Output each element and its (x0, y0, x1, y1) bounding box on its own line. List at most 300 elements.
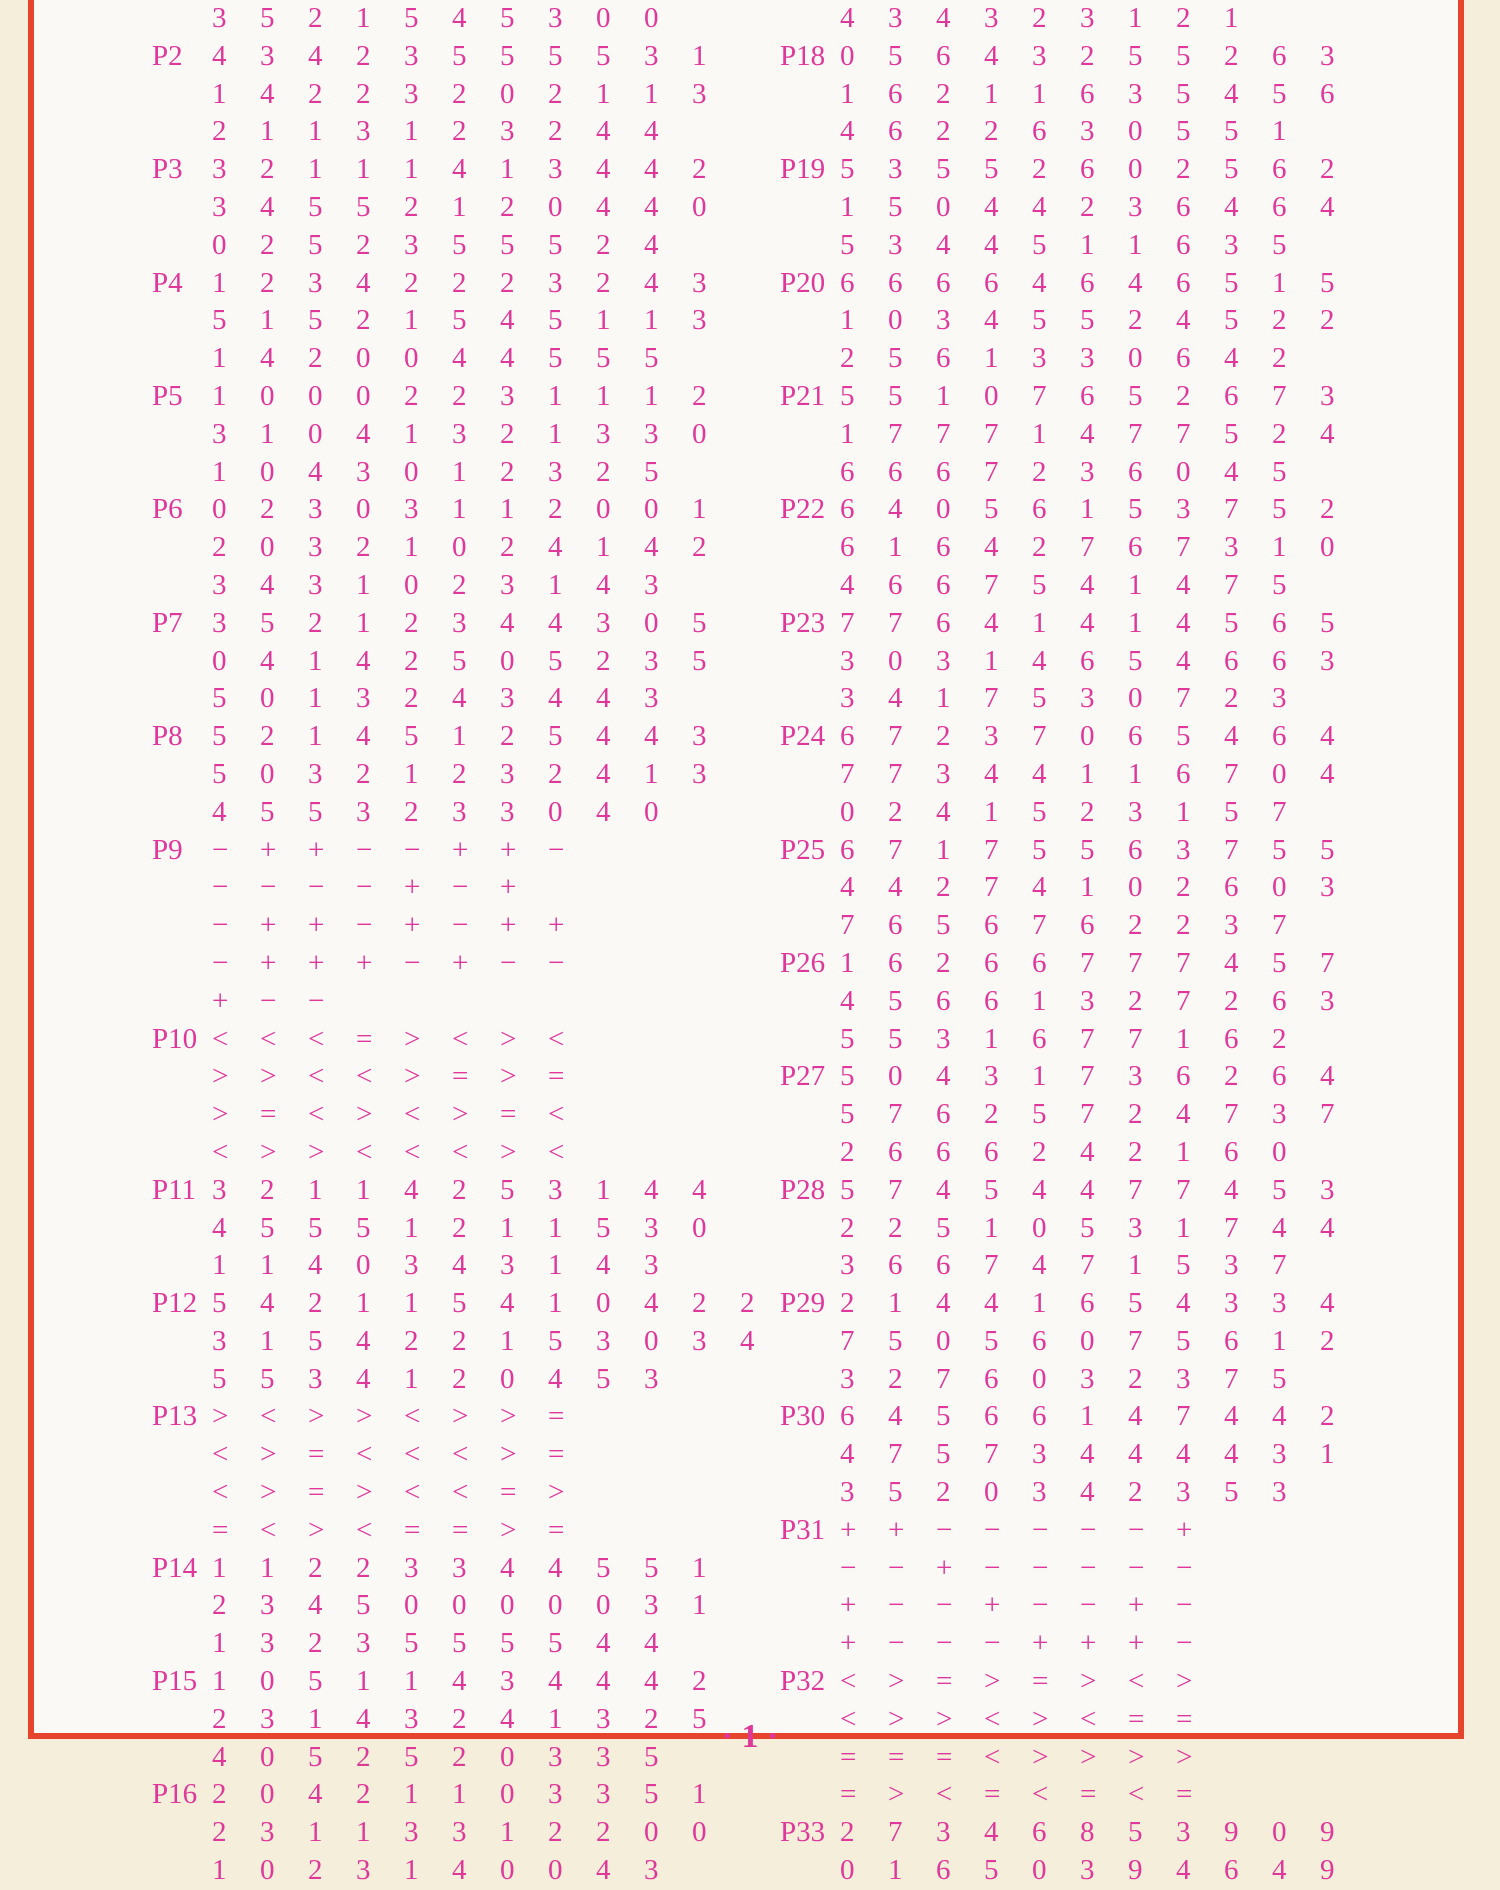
value-cell: 3 (888, 2, 903, 34)
value-cell: + (260, 946, 277, 979)
row-values (840, 1512, 1224, 1550)
value-cell: < (452, 1022, 469, 1055)
value-cell: 3 (1320, 1173, 1335, 1206)
value-cell: 1 (308, 115, 323, 148)
value-cell: 6 (1224, 1854, 1239, 1887)
value-cell: 5 (888, 1324, 903, 1357)
value-cell: = (548, 1400, 565, 1433)
value-cell: 0 (1272, 1816, 1287, 1849)
value-cell: 2 (404, 1324, 419, 1357)
value-cell: 3 (936, 1022, 951, 1055)
value-cell: 1 (984, 77, 999, 110)
value-cell: 3 (692, 1324, 707, 1357)
value-cell: 1 (212, 266, 227, 299)
value-cell: 7 (1320, 946, 1335, 979)
problem-label: P13 (152, 1400, 198, 1433)
value-cell: 6 (936, 984, 951, 1017)
value-cell: 5 (1176, 115, 1191, 148)
value-cell: > (260, 1135, 277, 1168)
value-cell: 3 (404, 77, 419, 110)
value-cell: 2 (548, 77, 563, 110)
value-cell: 7 (840, 757, 855, 790)
value-cell: − (212, 946, 229, 979)
value-cell: 4 (1176, 304, 1191, 337)
value-cell: 5 (1032, 682, 1047, 715)
value-cell: 4 (840, 871, 855, 904)
value-cell: = (452, 1513, 469, 1546)
value-cell: − (452, 871, 469, 904)
value-cell: 6 (888, 946, 903, 979)
value-cell: 4 (1224, 720, 1239, 753)
value-cell: = (500, 1476, 517, 1509)
value-cell: 7 (1224, 1211, 1239, 1244)
value-cell: 6 (1128, 720, 1143, 753)
value-cell: 1 (548, 1702, 563, 1735)
value-cell: 5 (356, 190, 371, 223)
value-cell: 5 (1128, 39, 1143, 72)
value-cell: 3 (1176, 1816, 1191, 1849)
value-cell: 3 (1272, 1476, 1287, 1509)
value-cell: < (260, 1400, 277, 1433)
problem-label: P28 (780, 1173, 826, 1206)
value-cell: 3 (404, 39, 419, 72)
row-values (840, 605, 1368, 643)
value-cell: + (452, 833, 469, 866)
value-cell: = (308, 1476, 325, 1509)
value-cell: 5 (1032, 228, 1047, 261)
value-cell: 5 (1176, 39, 1191, 72)
value-cell: 4 (936, 1287, 951, 1320)
value-cell: 4 (1080, 1476, 1095, 1509)
value-cell: − (260, 871, 277, 904)
value-cell: 5 (1320, 266, 1335, 299)
value-cell: 5 (548, 1324, 563, 1357)
value-cell: 5 (548, 644, 563, 677)
value-cell: 4 (356, 644, 371, 677)
value-cell: 5 (1176, 77, 1191, 110)
value-cell: 3 (1320, 984, 1335, 1017)
value-cell: 1 (692, 1589, 707, 1622)
value-cell: > (1176, 1740, 1193, 1773)
value-cell: 6 (840, 266, 855, 299)
value-cell: 2 (260, 1173, 275, 1206)
value-cell: 7 (1320, 1098, 1335, 1131)
value-cell: 0 (1032, 1211, 1047, 1244)
value-cell: 4 (260, 190, 275, 223)
value-cell: 5 (1128, 644, 1143, 677)
value-cell: 3 (1272, 682, 1287, 715)
row-values (840, 680, 1320, 718)
value-cell: 5 (548, 1627, 563, 1660)
value-cell: 0 (260, 1854, 275, 1887)
value-cell: < (1128, 1665, 1145, 1698)
value-cell: 5 (1272, 493, 1287, 526)
value-cell: 0 (260, 757, 275, 790)
value-cell: 5 (888, 1476, 903, 1509)
problem-label: P19 (780, 153, 826, 186)
value-cell: 3 (936, 304, 951, 337)
value-cell: 0 (888, 1060, 903, 1093)
value-cell: = (936, 1665, 953, 1698)
value-cell: + (1176, 1513, 1193, 1546)
value-cell: 6 (984, 984, 999, 1017)
value-cell: 6 (888, 909, 903, 942)
value-cell: + (260, 909, 277, 942)
value-cell: < (356, 1135, 373, 1168)
value-cell: 4 (452, 1665, 467, 1698)
value-cell: 6 (1032, 946, 1047, 979)
value-cell: 2 (548, 757, 563, 790)
value-cell: − (1080, 1551, 1097, 1584)
value-cell: 7 (888, 1438, 903, 1471)
value-cell: 4 (356, 1362, 371, 1395)
value-cell: + (500, 833, 517, 866)
value-cell: 1 (596, 1173, 611, 1206)
value-cell: 2 (452, 1702, 467, 1735)
value-cell: 5 (1224, 266, 1239, 299)
value-cell: 1 (1128, 1249, 1143, 1282)
value-cell: 5 (1176, 720, 1191, 753)
value-cell: 1 (260, 304, 275, 337)
value-cell: > (1032, 1740, 1049, 1773)
value-cell: 1 (212, 1249, 227, 1282)
value-cell: 2 (1176, 909, 1191, 942)
value-cell: 4 (936, 795, 951, 828)
value-cell: > (500, 1513, 517, 1546)
value-cell: 5 (452, 228, 467, 261)
value-cell: 5 (404, 1627, 419, 1660)
value-cell: 2 (1176, 379, 1191, 412)
value-cell: 1 (1176, 1211, 1191, 1244)
value-cell: 5 (1032, 568, 1047, 601)
value-cell: 4 (840, 115, 855, 148)
value-cell: 4 (596, 568, 611, 601)
value-cell: 0 (500, 1778, 515, 1811)
value-cell: − (548, 833, 565, 866)
value-cell: 0 (644, 606, 659, 639)
value-cell: 4 (452, 2, 467, 34)
value-cell: 5 (936, 909, 951, 942)
value-cell: 6 (936, 342, 951, 375)
value-cell: 5 (888, 379, 903, 412)
value-cell: 5 (1128, 379, 1143, 412)
value-cell: < (1080, 1702, 1097, 1735)
value-cell: = (452, 1060, 469, 1093)
value-cell: 2 (356, 757, 371, 790)
value-cell: 4 (840, 2, 855, 34)
value-cell: 6 (936, 1854, 951, 1887)
value-cell: 0 (644, 1324, 659, 1357)
value-cell: 1 (840, 417, 855, 450)
value-cell: 0 (888, 304, 903, 337)
value-cell: 5 (840, 379, 855, 412)
value-cell: > (500, 1135, 517, 1168)
value-cell: 3 (644, 568, 659, 601)
value-cell: 1 (596, 531, 611, 564)
value-cell: 3 (644, 39, 659, 72)
value-cell: = (212, 1513, 229, 1546)
value-cell: 0 (500, 1854, 515, 1887)
row-values (840, 416, 1368, 454)
value-cell: 6 (1176, 757, 1191, 790)
value-cell: 7 (1176, 417, 1191, 450)
problem-label: P26 (780, 946, 826, 979)
value-cell: 4 (984, 39, 999, 72)
value-cell: 4 (260, 342, 275, 375)
value-cell: + (500, 909, 517, 942)
row-values (840, 1663, 1224, 1701)
row-values (212, 1436, 596, 1474)
value-cell: < (260, 1022, 277, 1055)
problem-label: P25 (780, 833, 826, 866)
value-cell: 3 (936, 757, 951, 790)
value-cell: − (212, 871, 229, 904)
value-cell: 3 (644, 682, 659, 715)
row-values (840, 832, 1368, 870)
value-cell: < (984, 1740, 1001, 1773)
row-values (212, 1852, 692, 1890)
value-cell: 0 (404, 342, 419, 375)
row-values (840, 1814, 1368, 1852)
value-cell: 5 (596, 1551, 611, 1584)
value-cell: 5 (984, 1173, 999, 1206)
value-cell: 2 (212, 1816, 227, 1849)
value-cell: 6 (1320, 77, 1335, 110)
value-cell: 3 (644, 417, 659, 450)
value-cell: 1 (260, 417, 275, 450)
value-cell: 0 (596, 1287, 611, 1320)
value-cell: + (212, 984, 229, 1017)
value-cell: 3 (500, 1249, 515, 1282)
value-cell: 3 (1080, 115, 1095, 148)
value-cell: 6 (1080, 909, 1095, 942)
value-cell: 7 (888, 833, 903, 866)
value-cell: − (1128, 1513, 1145, 1546)
value-cell: 3 (404, 1551, 419, 1584)
value-cell: 2 (356, 39, 371, 72)
value-cell: 5 (500, 1627, 515, 1660)
value-cell: 4 (308, 1778, 323, 1811)
value-cell: 6 (1128, 531, 1143, 564)
value-cell: 2 (452, 568, 467, 601)
value-cell: 6 (1032, 493, 1047, 526)
row-values (212, 1663, 740, 1701)
value-cell: 4 (1176, 1438, 1191, 1471)
value-cell: 4 (1080, 1438, 1095, 1471)
row-values (212, 945, 596, 983)
value-cell: 6 (936, 1135, 951, 1168)
value-cell: 2 (452, 1324, 467, 1357)
value-cell: 0 (260, 1778, 275, 1811)
value-cell: 1 (404, 417, 419, 450)
problem-label: P21 (780, 379, 826, 412)
value-cell: 2 (452, 757, 467, 790)
value-cell: 2 (1224, 682, 1239, 715)
value-cell: 5 (356, 1211, 371, 1244)
value-cell: 4 (356, 720, 371, 753)
value-cell: 7 (1080, 531, 1095, 564)
value-cell: 2 (888, 1362, 903, 1395)
value-cell: 3 (404, 1249, 419, 1282)
value-cell: 5 (356, 1589, 371, 1622)
value-cell: 3 (308, 531, 323, 564)
value-cell: 3 (452, 1551, 467, 1584)
value-cell: 0 (692, 190, 707, 223)
value-cell: 7 (1128, 417, 1143, 450)
value-cell: 1 (548, 379, 563, 412)
value-cell: 4 (1176, 1287, 1191, 1320)
value-cell: 4 (1080, 417, 1095, 450)
value-cell: 0 (548, 190, 563, 223)
value-cell: 2 (1080, 190, 1095, 223)
value-cell: 6 (984, 909, 999, 942)
value-cell: 2 (548, 115, 563, 148)
value-cell: 7 (888, 1098, 903, 1131)
value-cell: 2 (356, 304, 371, 337)
value-cell: 5 (260, 1362, 275, 1395)
value-cell: 1 (356, 606, 371, 639)
value-cell: + (1128, 1589, 1145, 1622)
value-cell: 5 (596, 342, 611, 375)
row-values (840, 718, 1368, 756)
value-cell: − (1080, 1589, 1097, 1622)
value-cell: 6 (1032, 115, 1047, 148)
value-cell: 2 (260, 266, 275, 299)
value-cell: − (356, 833, 373, 866)
value-cell: 2 (404, 644, 419, 677)
value-cell: 1 (308, 644, 323, 677)
row-values (840, 1134, 1320, 1172)
value-cell: 3 (548, 455, 563, 488)
value-cell: > (452, 1098, 469, 1131)
value-cell: 3 (644, 1854, 659, 1887)
value-cell: > (212, 1060, 229, 1093)
value-cell: 2 (596, 228, 611, 261)
value-cell: 1 (596, 77, 611, 110)
value-cell: 4 (936, 1060, 951, 1093)
value-cell: 7 (888, 1816, 903, 1849)
value-cell: 5 (212, 720, 227, 753)
row-values (840, 151, 1368, 189)
value-cell: 3 (840, 644, 855, 677)
value-cell: 6 (1272, 720, 1287, 753)
value-cell: 7 (1224, 1098, 1239, 1131)
value-cell: 6 (840, 493, 855, 526)
value-cell: 5 (1128, 1816, 1143, 1849)
value-cell: 2 (596, 266, 611, 299)
value-cell: 3 (548, 2, 563, 34)
row-values (212, 1398, 596, 1436)
value-cell: > (260, 1060, 277, 1093)
value-cell: 2 (840, 342, 855, 375)
value-cell: 1 (692, 1551, 707, 1584)
value-cell: 0 (644, 493, 659, 526)
value-cell: 7 (1176, 984, 1191, 1017)
problem-label: P24 (780, 720, 826, 753)
value-cell: 3 (308, 266, 323, 299)
value-cell: > (888, 1778, 905, 1811)
value-cell: 5 (1272, 228, 1287, 261)
value-cell: 3 (984, 1060, 999, 1093)
value-cell: 0 (1128, 682, 1143, 715)
value-cell: 3 (644, 1249, 659, 1282)
value-cell: 2 (452, 379, 467, 412)
value-cell: 3 (212, 1324, 227, 1357)
value-cell: 3 (644, 1589, 659, 1622)
value-cell: 5 (692, 644, 707, 677)
value-cell: 4 (1320, 757, 1335, 790)
value-cell: 0 (1320, 531, 1335, 564)
row-values (212, 454, 692, 492)
value-cell: 0 (500, 1362, 515, 1395)
value-cell: 6 (1224, 379, 1239, 412)
value-cell: 0 (356, 342, 371, 375)
problem-label: P20 (780, 266, 826, 299)
value-cell: 4 (356, 1324, 371, 1357)
row-values (212, 756, 740, 794)
value-cell: − (1032, 1513, 1049, 1546)
row-values (212, 38, 740, 76)
value-cell: 2 (212, 531, 227, 564)
value-cell: 1 (452, 190, 467, 223)
row-values (212, 378, 740, 416)
value-cell: 2 (500, 266, 515, 299)
value-cell: 3 (1176, 833, 1191, 866)
value-cell: 2 (212, 1589, 227, 1622)
row-values (212, 1550, 740, 1588)
value-cell: > (936, 1702, 953, 1735)
value-cell: 1 (548, 417, 563, 450)
value-cell: 7 (1272, 909, 1287, 942)
value-cell: 6 (1224, 1022, 1239, 1055)
value-cell: 6 (1224, 871, 1239, 904)
value-cell: 7 (888, 1173, 903, 1206)
value-cell: 3 (1080, 984, 1095, 1017)
problem-label: P30 (780, 1400, 826, 1433)
value-cell: 0 (500, 1740, 515, 1773)
value-cell: 2 (936, 871, 951, 904)
value-cell: 3 (840, 1476, 855, 1509)
value-cell: 1 (1176, 1135, 1191, 1168)
value-cell: 4 (984, 190, 999, 223)
value-cell: 0 (1176, 455, 1191, 488)
value-cell: − (356, 909, 373, 942)
row-values (212, 1134, 596, 1172)
row-values (840, 1021, 1320, 1059)
value-cell: 5 (984, 153, 999, 186)
value-cell: 5 (1032, 833, 1047, 866)
row-values (840, 869, 1368, 907)
problem-label: P3 (152, 153, 183, 186)
value-cell: 4 (984, 228, 999, 261)
value-cell: 2 (1128, 984, 1143, 1017)
problem-label: P22 (780, 493, 826, 526)
value-cell: 3 (212, 190, 227, 223)
value-cell: 6 (1128, 455, 1143, 488)
value-cell: − (1032, 1551, 1049, 1584)
value-cell: 5 (644, 1551, 659, 1584)
value-cell: 3 (308, 493, 323, 526)
value-cell: 2 (1128, 909, 1143, 942)
value-cell: 2 (692, 531, 707, 564)
value-cell: 3 (596, 417, 611, 450)
value-cell: 0 (840, 795, 855, 828)
value-cell: 2 (356, 1551, 371, 1584)
value-cell: > (500, 1438, 517, 1471)
value-cell: 1 (404, 757, 419, 790)
value-cell: 4 (1224, 190, 1239, 223)
value-cell: 3 (1032, 1438, 1047, 1471)
